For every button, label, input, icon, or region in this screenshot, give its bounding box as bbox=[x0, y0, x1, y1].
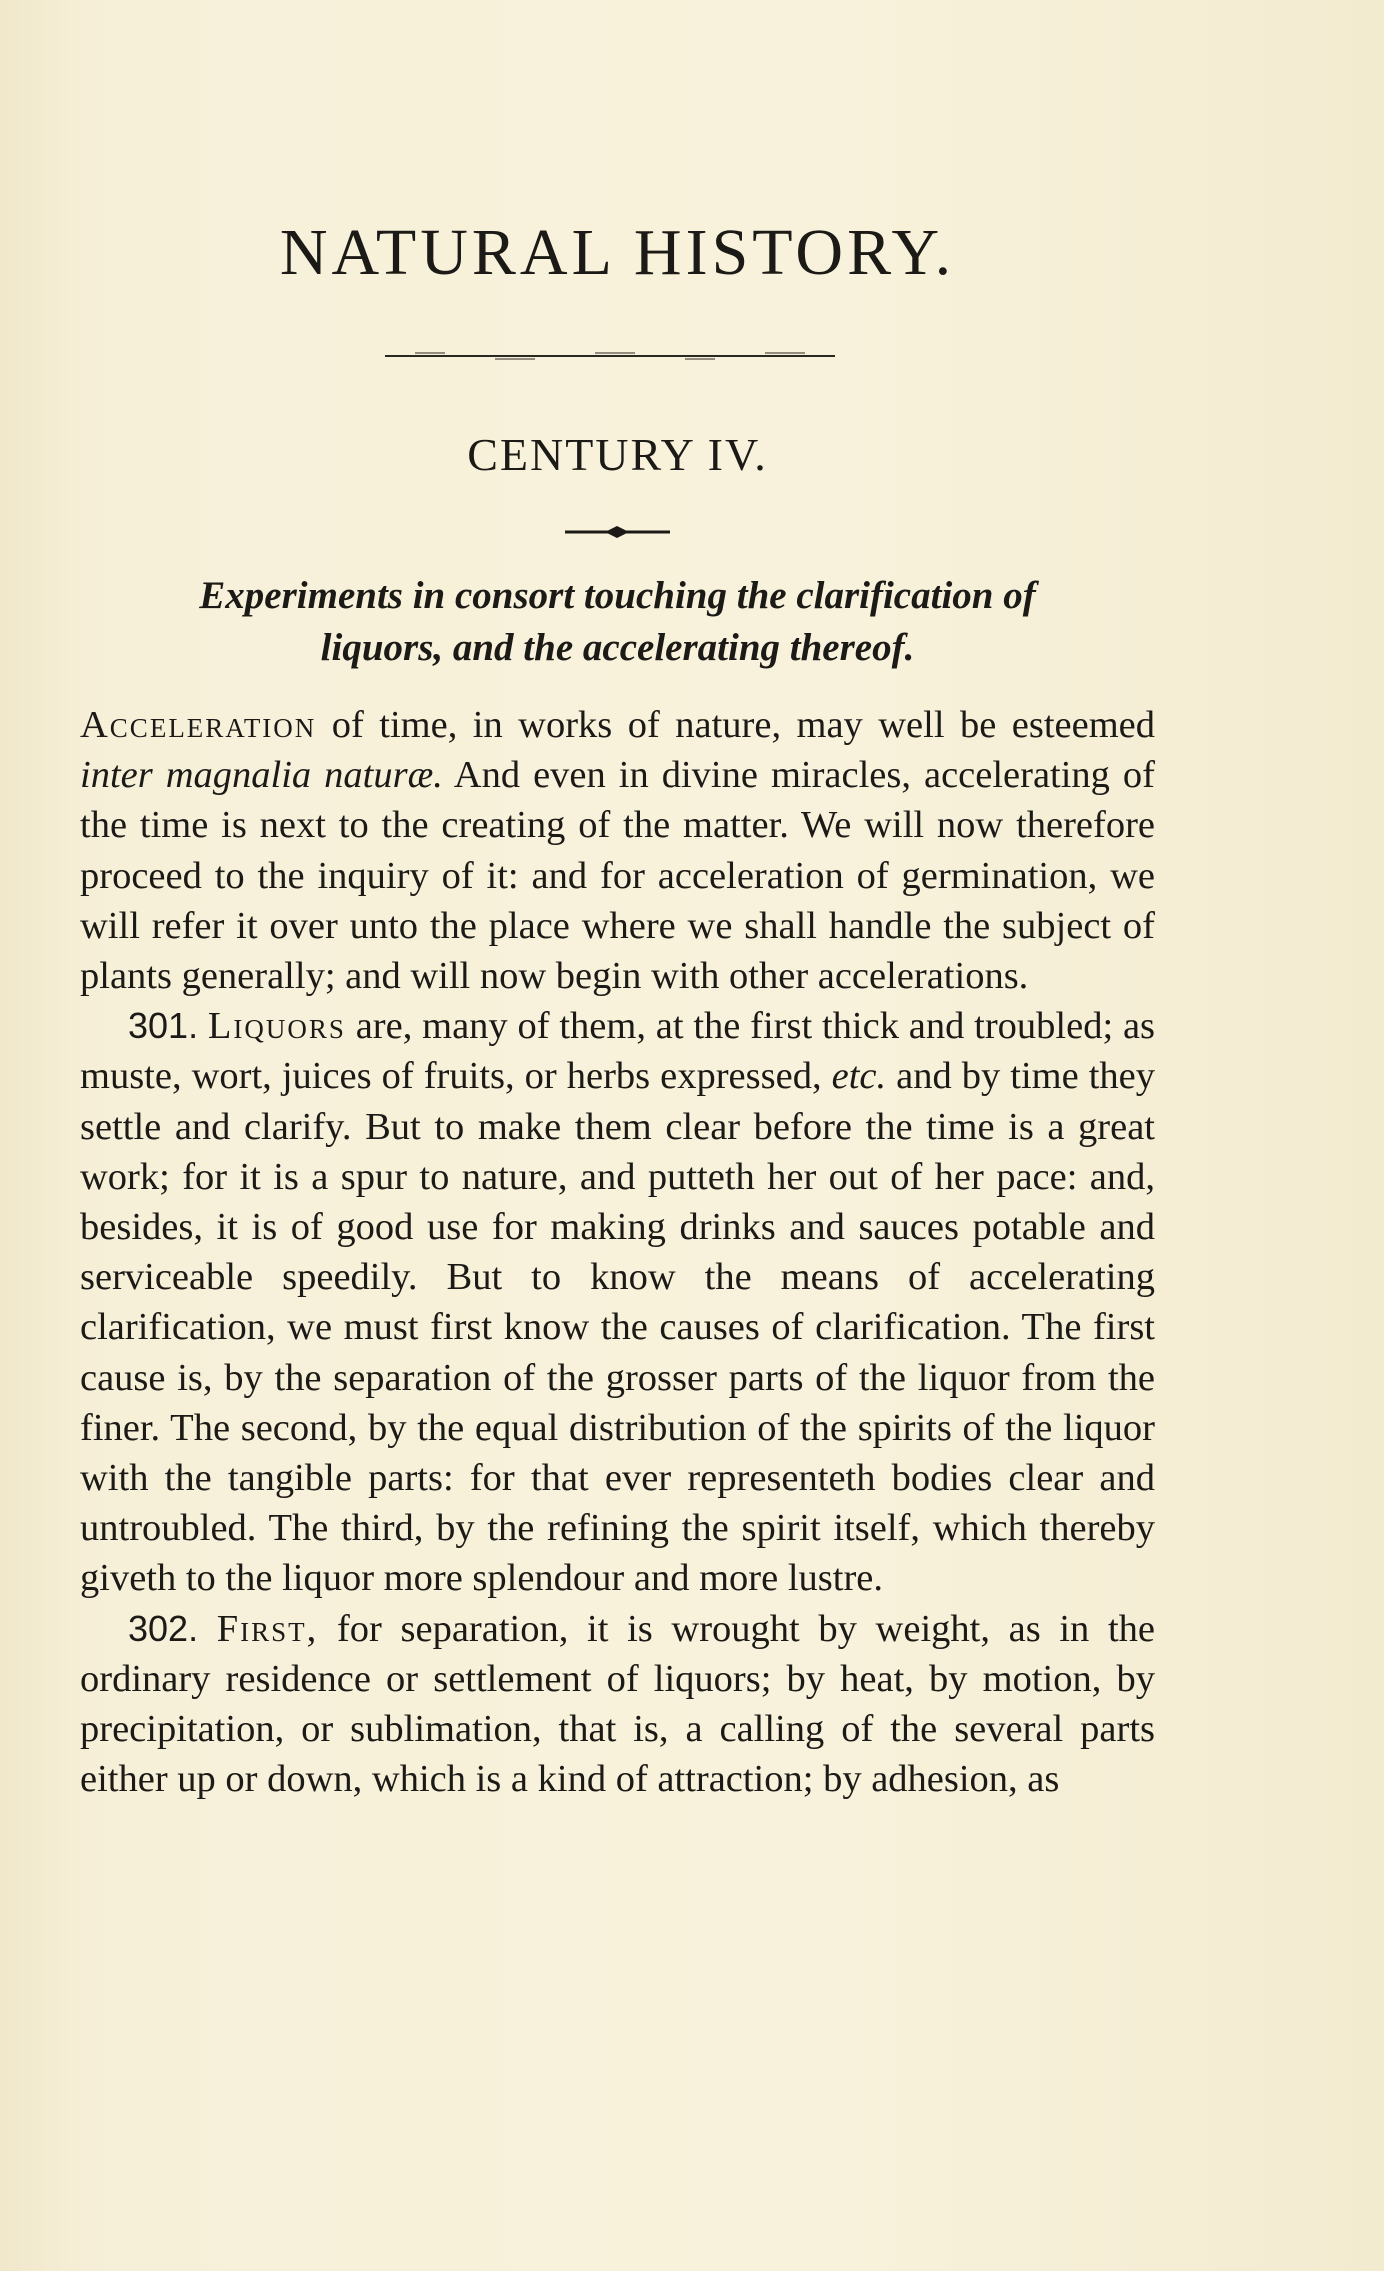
paragraph-301-text-2: and by time they settle and clarify. But to make them clear before the time is a great work; for it is a spur to nature, and putteth her out of her pace: and, besides, it is of good use for making drinks and sauces potable and serviceable speedily. But to know the means of accelerating clarification, we must first know the causes of clarification. The first cause is, by the separation of the grosser parts of the liquor from the finer. The second, by the equal distribution of the spirits of the liquor with the tangible parts: for that ever representeth bodies clear and untroubled. The third, by the refining the spirit itself, which thereby giveth to the liquor more splendour and more lustre. bbox=[80, 1055, 1155, 1600]
paragraph-301 bbox=[80, 1001, 1155, 1603]
small-ornament bbox=[565, 525, 670, 539]
page-title: NATURAL HISTORY. bbox=[279, 216, 956, 289]
paragraph-302 bbox=[80, 1604, 1155, 1805]
intro-paragraph bbox=[80, 700, 1155, 1001]
paragraph-301-text-1: are, many of them, at the first thick and troubled; as muste, wort, juices of fruits, or herbs expressed, bbox=[80, 1005, 1156, 1098]
subtitle-line-1: Experiments in consort touching the clarification of bbox=[199, 574, 1036, 617]
ornamental-rule bbox=[385, 350, 835, 362]
section-subtitle bbox=[80, 570, 1155, 674]
intro-text-1: of time, in works of nature, may well be esteemed bbox=[316, 704, 1155, 746]
subtitle-line-2: liquors, and the accelerating thereof. bbox=[320, 626, 915, 669]
paragraph-302-text-1: for separation, it is wrought by weight, as in the ordinary residence or settlement of liquors; by heat, by motion, by precipitation, or sublimation, that is, a calling of the several parts either up or down, which is a kind of attraction; by adhesion, as bbox=[80, 1607, 1155, 1801]
intro-italic: inter magnalia naturæ. bbox=[80, 754, 443, 797]
body-text bbox=[80, 700, 1155, 1804]
paragraph-302-lead: First, bbox=[216, 1607, 319, 1650]
century-heading: CENTURY IV. bbox=[467, 429, 768, 480]
paragraph-301-italic: etc. bbox=[831, 1055, 887, 1098]
paragraph-301-lead: Liquors bbox=[207, 1005, 346, 1048]
paragraph-number-301: 301. bbox=[128, 1005, 199, 1047]
intro-dropword: Acceleration bbox=[80, 704, 317, 746]
paragraph-number-302: 302. bbox=[128, 1607, 199, 1649]
intro-text-2: And even in divine miracles, accelerating of the time is next to the creating of the matter. We will now therefore proceed to the inquiry of it: and for acceleration of germination, we will refer it over unto the place where we shall handle the subject of plants generally; and will now begin with other accelerations. bbox=[80, 754, 1155, 998]
